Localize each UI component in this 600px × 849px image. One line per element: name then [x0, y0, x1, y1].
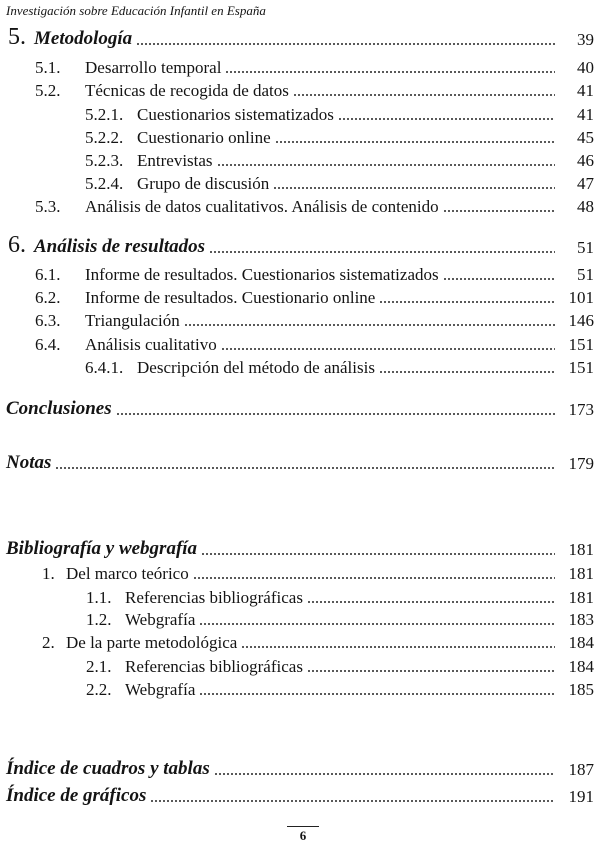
toc-entry[interactable] [0, 261, 600, 285]
toc-entry-title: Webgrafía [125, 610, 196, 629]
toc-entry[interactable] [0, 584, 600, 608]
toc-entry-title: Cuestionarios sistematizados [137, 105, 334, 124]
toc-entry-page: 179 [568, 454, 594, 473]
toc-entry-page: 183 [568, 610, 594, 629]
toc-entry-page: 51 [577, 265, 594, 284]
toc-entry[interactable] [0, 354, 600, 378]
toc-entry-number: 6.4. [35, 335, 61, 354]
toc-entry-number: 6.4.1. [85, 358, 124, 377]
toc-entry[interactable] [0, 783, 600, 807]
toc-entry-title: Desarrollo temporal [85, 58, 222, 77]
toc-entry[interactable] [0, 450, 600, 474]
toc-entry-page: 41 [577, 105, 594, 124]
running-header: Investigación sobre Educación Infantil en España [6, 3, 266, 18]
toc-entry-title: Informe de resultados. Cuestionario online [85, 288, 376, 307]
dot-leader [241, 646, 555, 648]
toc-entry-number: 1.1. [86, 588, 112, 607]
dot-leader [55, 467, 555, 469]
dot-leader [273, 187, 555, 189]
dot-leader [136, 43, 555, 45]
toc-entry-page: 39 [577, 30, 594, 49]
dot-leader [184, 324, 555, 326]
toc-entry[interactable] [0, 77, 600, 101]
dot-leader [214, 773, 555, 775]
toc-entry-title: Webgrafía [125, 680, 196, 699]
toc-entry-title: Notas [6, 452, 52, 473]
toc-entry-page: 184 [568, 657, 594, 676]
toc-entry-page: 146 [568, 311, 594, 330]
toc-entry-number: 5.2.3. [85, 151, 124, 170]
dot-leader [209, 251, 555, 253]
toc-entry-page: 151 [568, 358, 594, 377]
toc-entry-number: 1. [42, 564, 55, 583]
toc-entry[interactable] [0, 193, 600, 217]
toc-entry-page: 181 [568, 564, 594, 583]
toc-entry[interactable] [0, 26, 600, 50]
toc-entry-title: Conclusiones [6, 398, 112, 419]
toc-entry-page: 151 [568, 335, 594, 354]
toc-entry-number: 2.2. [86, 680, 112, 699]
dot-leader [201, 553, 555, 555]
toc-entry-title: Índice de gráficos [6, 785, 147, 806]
toc-entry-title: Informe de resultados. Cuestionarios sistematizados [85, 265, 439, 284]
toc-entry[interactable] [0, 147, 600, 171]
toc-entry-number: 5.2.1. [85, 105, 124, 124]
toc-entry-title: Del marco teórico [66, 564, 189, 583]
toc-entry-number: 6. [8, 232, 26, 258]
toc-entry-page: 46 [577, 151, 594, 170]
dot-leader [307, 601, 555, 603]
toc-entry-title: Entrevistas [137, 151, 213, 170]
toc-entry-page: 45 [577, 128, 594, 147]
toc-entry-page: 187 [568, 760, 594, 779]
toc-entry-title: Índice de cuadros y tablas [6, 758, 210, 779]
toc-entry-page: 181 [568, 588, 594, 607]
toc-entry[interactable] [0, 676, 600, 700]
dot-leader [379, 301, 555, 303]
toc-entry-number: 5.2.2. [85, 128, 124, 147]
toc-entry[interactable] [0, 307, 600, 331]
toc-entry-page: 191 [568, 787, 594, 806]
toc-entry-number: 6.1. [35, 265, 61, 284]
dot-leader [275, 141, 555, 143]
toc-entry-page: 47 [577, 174, 594, 193]
toc-entry[interactable] [0, 124, 600, 148]
toc-entry-title: Referencias bibliográficas [125, 657, 303, 676]
toc-entry-title: Grupo de discusión [137, 174, 270, 193]
toc-entry-number: 5. [8, 24, 26, 50]
toc-entry-page: 48 [577, 197, 594, 216]
toc-entry[interactable] [0, 756, 600, 780]
toc-entry-number: 1.2. [86, 610, 112, 629]
toc-entry-title: Técnicas de recogida de datos [85, 81, 289, 100]
dot-leader [217, 164, 555, 166]
dot-leader [193, 577, 555, 579]
dot-leader [221, 348, 555, 350]
toc-entry-title: Metodología [34, 28, 133, 49]
toc-entry-number: 6.3. [35, 311, 61, 330]
toc-entry-title: Triangulación [85, 311, 180, 330]
dot-leader [150, 800, 555, 802]
toc-entry-title: De la parte metodológica [66, 633, 238, 652]
toc-entry-number: 5.3. [35, 197, 61, 216]
toc-entry[interactable] [0, 629, 600, 653]
toc-entry-number: 6.2. [35, 288, 61, 307]
toc-entry-page: 184 [568, 633, 594, 652]
toc-entry-page: 185 [568, 680, 594, 699]
toc-entry-page: 101 [568, 288, 594, 307]
dot-leader [293, 94, 555, 96]
toc-entry[interactable] [0, 331, 600, 355]
toc-entry[interactable] [0, 536, 600, 560]
toc-entry-title: Bibliografía y webgrafía [6, 538, 198, 559]
toc-entry-number: 5.2.4. [85, 174, 124, 193]
toc-entry-page: 51 [577, 238, 594, 257]
dot-leader [307, 670, 555, 672]
toc-entry[interactable] [0, 234, 600, 258]
toc-entry-page: 40 [577, 58, 594, 77]
toc-entry-title: Cuestionario online [137, 128, 271, 147]
toc-entry-page: 173 [568, 400, 594, 419]
toc-entry-title: Análisis de resultados [34, 236, 206, 257]
dot-leader [338, 118, 555, 120]
dot-leader [443, 278, 555, 280]
toc-entry[interactable] [0, 284, 600, 308]
toc-entry-title: Descripción del método de análisis [137, 358, 375, 377]
toc-entry[interactable] [0, 606, 600, 630]
toc-entry[interactable] [0, 560, 600, 584]
toc-entry[interactable] [0, 396, 600, 420]
page-number: 6 [287, 826, 319, 844]
toc-entry-page: 181 [568, 540, 594, 559]
toc-entry-title: Análisis cualitativo [85, 335, 217, 354]
toc-entry-number: 5.2. [35, 81, 61, 100]
toc-entry-title: Análisis de datos cualitativos. Análisis de contenido [85, 197, 439, 216]
dot-leader [199, 623, 555, 625]
toc-entry-number: 5.1. [35, 58, 61, 77]
toc-entry[interactable] [0, 170, 600, 194]
toc-entry-number: 2. [42, 633, 55, 652]
toc-entry-number: 2.1. [86, 657, 112, 676]
dot-leader [443, 210, 555, 212]
toc-entry-page: 41 [577, 81, 594, 100]
dot-leader [379, 371, 555, 373]
toc-entry[interactable] [0, 101, 600, 125]
dot-leader [199, 693, 555, 695]
dot-leader [225, 71, 555, 73]
toc-entry-title: Referencias bibliográficas [125, 588, 303, 607]
toc-entry[interactable] [0, 54, 600, 78]
toc-entry[interactable] [0, 653, 600, 677]
dot-leader [116, 413, 555, 415]
